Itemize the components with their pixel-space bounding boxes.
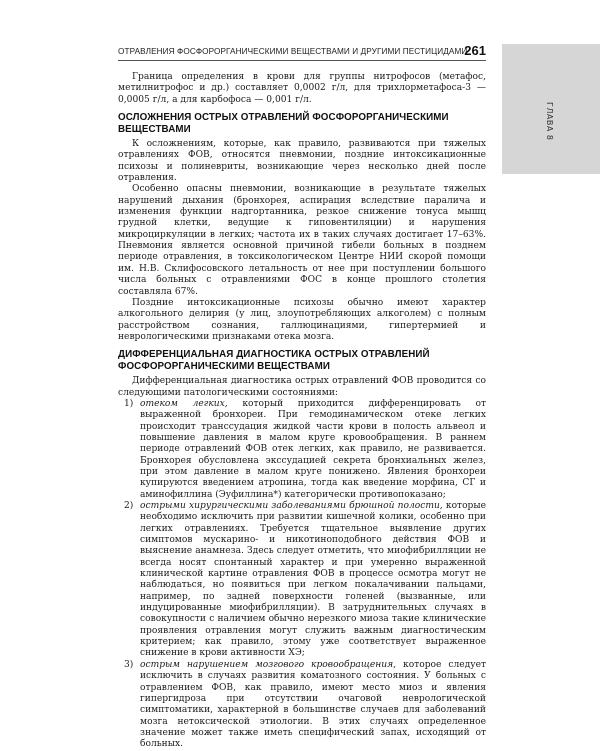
page-number: 261 — [464, 43, 486, 58]
section-heading-diagnostics: ДИФФЕРЕНЦИАЛЬНАЯ ДИАГНОСТИКА ОСТРЫХ ОТРАВЛЕНИЙ ФОСФОРОРГАНИЧЕСКИМИ ВЕЩЕСТВАМИ — [118, 349, 430, 372]
list-marker: 1) — [124, 398, 134, 409]
list-term: отеком легких, — [140, 398, 228, 409]
list-term: острым нарушением мозгового кровообращения, — [140, 659, 397, 670]
diagnostics-intro: Дифференциальная диагностика острых отравлений ФОВ проводится со следующими патологическими состояниями: — [118, 376, 486, 398]
list-text: который приходится дифференцировать от выраженной бронхореи. При гемодинамическом отеке легких происходит транссудация жидкой части крови в полость альвеол и повышение давления в малом круге кровообращения. В раннем периоде отравлений ФОВ отек легких, как правило, не развивается. Бронхорея обусловлена экссудацией секрета бронхиальных желез, при этом давление в малом круге понижено. Явления бронхореи купируются введением атропина, тогда как введение морфина, СГ и аминофиллина (Эуфиллина*) категорически противопоказано; — [140, 398, 486, 500]
list-item — [118, 501, 486, 660]
diagnostics-list — [118, 399, 486, 751]
body-paragraph: Особенно опасны пневмонии, возникающие в результате тяжелых нарушений дыхания (бронхорея, аспирация вследствие паралича и изменения функции надгортанника, резкое снижение тонуса мышц грудной клетки, ведущие к гиповентиляции) и нарушения микроциркуляции в легких; частота их в таких случаях достигает 17–63%. Пневмония является основной причиной гибели больных в позднем периоде отравления, в токсикологическом Центре НИИ скорой помощи им. Н.В. Склифосовского летальность от нее при поступлении большого числа больных с отравлениями ФОС в конце прошлого столетия составляла 67%. — [118, 184, 486, 297]
running-header — [118, 40, 486, 61]
list-text: которое следует исключить в случаях развития коматозного состояния. У больных с отравлением ФОВ, как правило, имеют место миоз и явления гипергидроза при отсутствии очаговой неврологической симптоматики, характерной в большинстве случаев для заболеваний мозга нетоксической этиологии. В этих случаях определенное значение может также иметь специфический запах, исходящий от больных. — [140, 659, 486, 750]
body-paragraph: К осложнениям, которые, как правило, развиваются при тяжелых отравлениях ФОВ, относятся пневмонии, поздние интоксикационные психозы и полиневриты, возникающие через несколько дней после отравления. — [118, 139, 486, 184]
body-paragraph: Поздние интоксикационные психозы обычно имеют характер алкогольного делирия (у лиц, злоупотребляющих алкоголем) с полным расстройством сознания, галлюцинациями, гипертермией и неврологическими признаками отека мозга. — [118, 297, 486, 342]
list-marker: 2) — [124, 501, 134, 511]
intro-paragraph: Граница определения в крови для группы нитрофосов (метафос, метилнитрофос и др.) составляет 0,0002 г/л, для трихлорметафоса-3 — 0,0005 г/л, а для карбофоса — 0,001 г/л. — [118, 72, 486, 105]
section-heading-complications: ОСЛОЖНЕНИЯ ОСТРЫХ ОТРАВЛЕНИЙ ФОСФОРОРГАНИЧЕСКИМИ ВЕЩЕСТВАМИ — [118, 112, 449, 135]
running-title: ОТРАВЛЕНИЯ ФОСФОРОРГАНИЧЕСКИМИ ВЕЩЕСТВАМИ И ДРУГИМИ ПЕСТИЦИДАМИ — [118, 47, 468, 56]
page-body — [118, 72, 486, 751]
chapter-side-tab — [502, 44, 600, 174]
chapter-label: ГЛАВА 8 — [545, 102, 554, 141]
list-item — [118, 399, 486, 501]
list-text: которые необходимо исключить при развитии кишечной колики, особенно при легких отравлениях. Требуется тщательное выявление других симптомов мускарино- и никотиноподобного действия ФОВ и выяснение анамнеза. Здесь следует отметить, что миофибрилляции не всегда носят спонтанный характер и при умеренно выраженной клинической картине отравления ФОВ в процессе осмотра могут не наблюдаться, но появиться при легком покалачивании пальцами, например, по задней поверхности голеней (вызванные, или индуцированные миофибрилляции). В затруднительных случаях в совокупности с наличием обычно нерезкого миоза такие клинические проявления отравления могут служить важным диагностическим критерием; как правило, этому уже соответствует выраженное снижение в крови активности ХЭ; — [140, 501, 487, 659]
list-marker: 3) — [124, 659, 134, 670]
list-term: острыми хирургическими заболеваниями брюшной полости, — [140, 501, 443, 511]
list-item — [118, 660, 486, 751]
